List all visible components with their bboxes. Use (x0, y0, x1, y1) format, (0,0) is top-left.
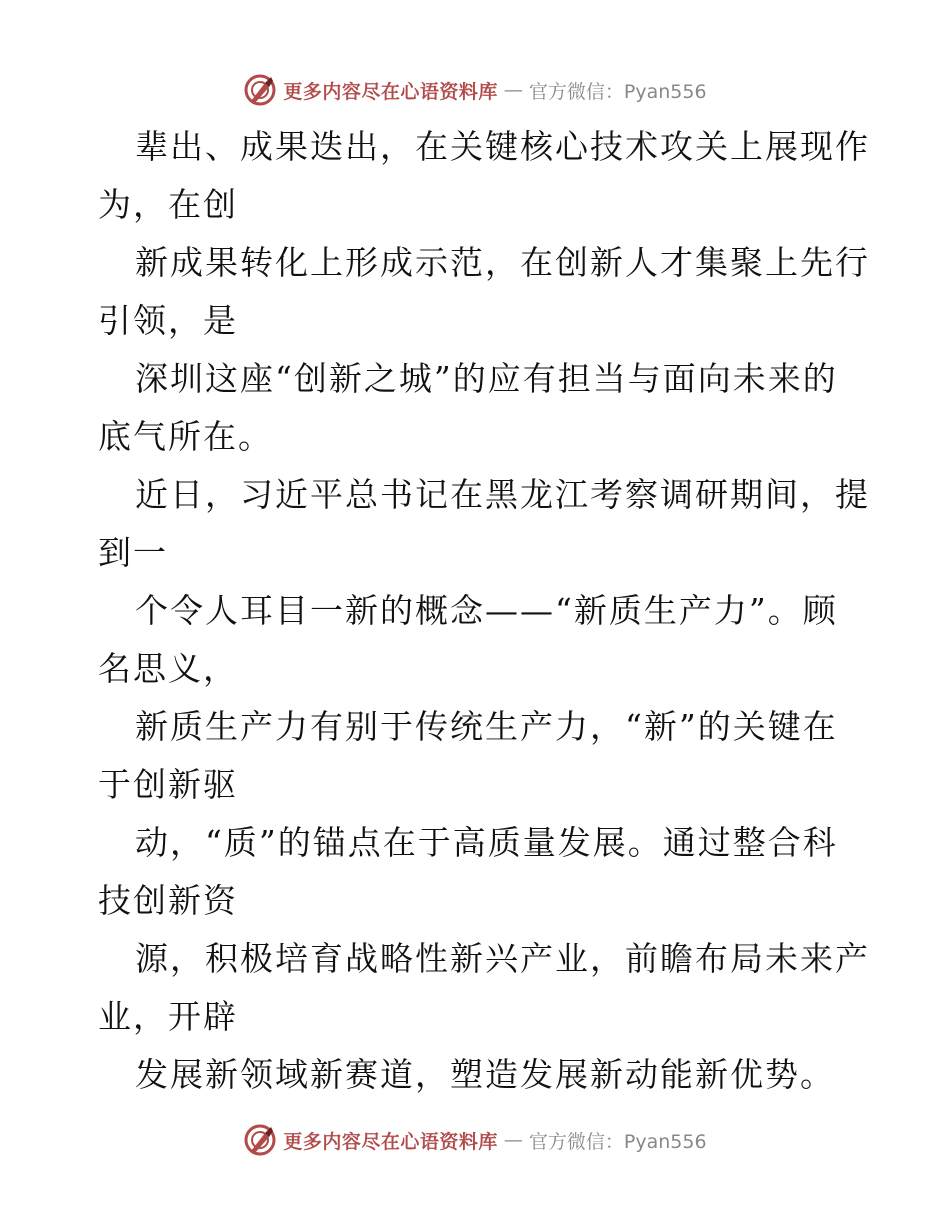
document-body (98, 118, 870, 1104)
paragraph (98, 466, 870, 582)
watermark-dash: — (503, 79, 523, 101)
paragraph (98, 118, 870, 234)
text-line: 新质生产力有别于传统生产力，“新”的关键在 (135, 707, 838, 746)
watermark-contact: 官方微信：Pyan556 (528, 1130, 707, 1153)
watermark-text: 更多内容尽在心语资料库 (283, 80, 498, 103)
text-line: 近日，习近平总书记在黑龙江考察调研期间，提 (135, 475, 870, 514)
text-line: 深圳这座“创新之城”的应有担当与面向未来的 (135, 359, 838, 398)
pen-nib-logo-icon (243, 1123, 277, 1157)
paragraph (98, 234, 870, 350)
pen-nib-logo-icon (243, 73, 277, 107)
text-line: 名思义， (98, 649, 238, 688)
text-line: 为，在创 (98, 185, 238, 224)
text-line: 业，开辟 (98, 997, 238, 1036)
watermark-contact: 官方微信：Pyan556 (528, 80, 707, 103)
watermark-text: 更多内容尽在心语资料库 (283, 1130, 498, 1153)
header-watermark (0, 70, 950, 110)
text-line: 个令人耳目一新的概念——“新质生产力”。顾 (135, 591, 838, 630)
text-line: 动，“质”的锚点在于高质量发展。通过整合科 (135, 823, 838, 862)
text-line: 源，积极培育战略性新兴产业，前瞻布局未来产 (135, 939, 870, 978)
text-line: 辈出、成果迭出，在关键核心技术攻关上展现作 (135, 127, 870, 166)
paragraph (98, 350, 858, 466)
text-line: 于创新驱 (98, 765, 238, 804)
paragraph (98, 1046, 858, 1104)
text-line: 到一 (98, 533, 168, 572)
paragraph (98, 582, 858, 698)
text-line: 新成果转化上形成示范，在创新人才集聚上先行 (135, 243, 870, 282)
paragraph (98, 814, 858, 930)
paragraph (98, 698, 858, 814)
text-line: 技创新资 (98, 881, 238, 920)
paragraph (98, 930, 870, 1046)
footer-watermark (0, 1120, 950, 1160)
text-line: 发展新领域新赛道，塑造发展新动能新优势。 (135, 1055, 835, 1094)
watermark-dash: — (503, 1129, 523, 1151)
text-line: 底气所在。 (98, 417, 273, 456)
text-line: 引领，是 (98, 301, 238, 340)
